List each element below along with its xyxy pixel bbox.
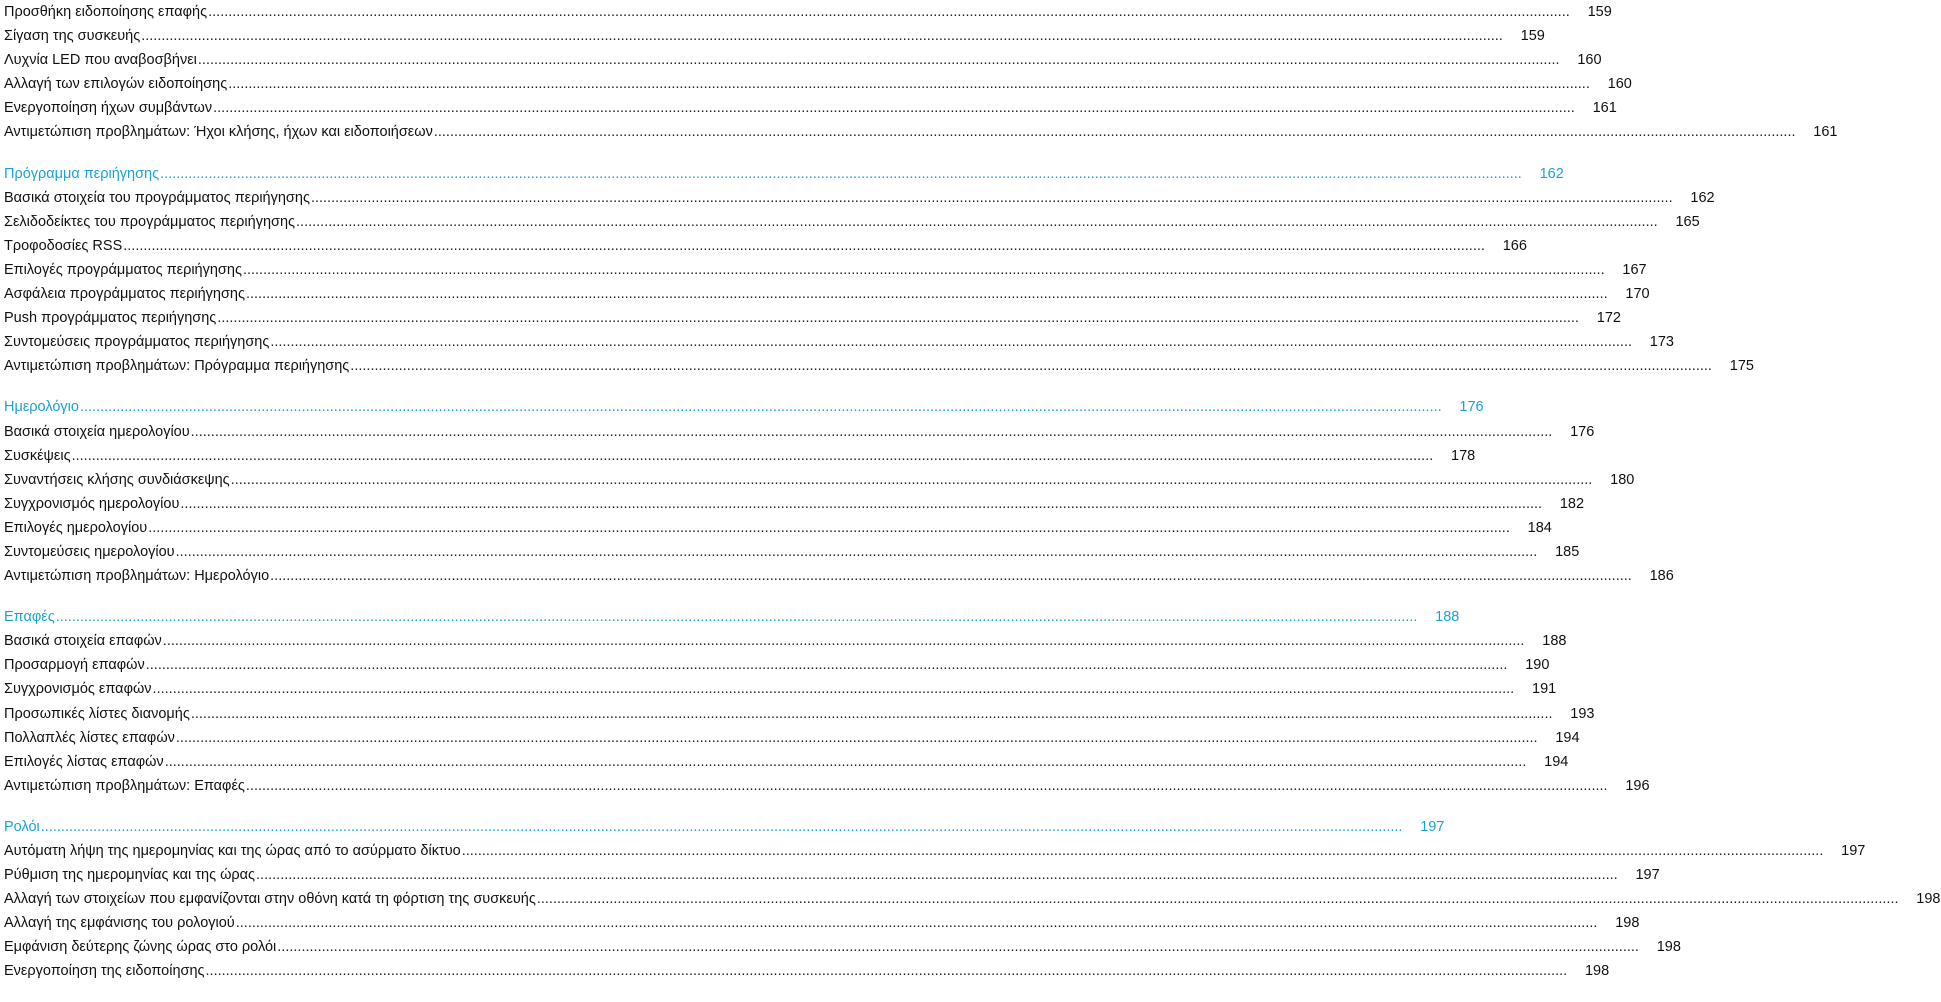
toc-entry-title: Ημερολόγιο (4, 399, 79, 416)
toc-entry-title: Προσαρμογή επαφών (4, 657, 145, 674)
toc-page-number: 173 (1649, 334, 1674, 351)
toc-page-number: 167 (1622, 261, 1647, 278)
dot-leader (270, 564, 1632, 588)
toc-page-number: 190 (1525, 657, 1550, 674)
toc-page-number: 159 (1520, 28, 1545, 45)
toc-entry[interactable] (4, 120, 1838, 144)
dot-leader (41, 815, 1403, 839)
toc-entry-title: Ρύθμιση της ημερομηνίας και της ώρας (4, 867, 256, 884)
dot-leader (198, 48, 1560, 72)
dot-leader (160, 162, 1522, 186)
toc-entry-title: Ρολόι (4, 818, 40, 835)
toc-entry[interactable] (4, 629, 1567, 653)
toc-entry-title: Εμφάνιση δεύτερης ζώνης ώρας στο ρολόι (4, 939, 277, 956)
toc-chapter-heading[interactable] (4, 605, 1460, 629)
toc-entry[interactable] (4, 72, 1632, 96)
toc-page-number: 198 (1615, 915, 1640, 932)
dot-leader (228, 72, 1590, 96)
toc-entry-title: Αλλαγή της εμφάνισης του ρολογιού (4, 915, 235, 932)
dot-leader (176, 726, 1538, 750)
dot-leader (434, 120, 1796, 144)
toc-entry-title: Επαφές (4, 609, 55, 626)
toc-entry-title: Συντομεύσεις προγράμματος περιήγησης (4, 334, 270, 351)
toc-entry[interactable] (4, 354, 1754, 378)
toc-entry-title: Αλλαγή των επιλογών ειδοποίησης (4, 76, 228, 93)
toc-page-number: 160 (1577, 52, 1602, 69)
dot-leader (277, 935, 1639, 959)
toc-page-number: 182 (1559, 495, 1585, 512)
table-of-contents (4, 0, 1941, 984)
toc-entry[interactable] (4, 935, 1681, 959)
toc-section (4, 605, 1650, 798)
dot-leader (213, 96, 1575, 120)
toc-page-number: 161 (1592, 100, 1617, 117)
toc-page-number: 198 (1916, 891, 1941, 908)
dot-leader (231, 468, 1593, 492)
toc-chapter-heading[interactable] (4, 395, 1484, 419)
toc-page-number: 161 (1813, 124, 1838, 141)
toc-entry-title: Αυτόματη λήψη της ημερομηνίας και της ώρας από το ασύρματο δίκτυο (4, 843, 461, 859)
dot-leader (72, 444, 1434, 468)
toc-page-number: 194 (1555, 729, 1580, 746)
toc-entry[interactable] (4, 492, 1585, 516)
toc-entry-title: Επιλογές ημερολογίου (4, 519, 148, 536)
dot-leader (141, 24, 1503, 48)
dot-leader (80, 395, 1442, 419)
toc-page-number: 198 (1584, 963, 1610, 980)
toc-entry[interactable] (4, 306, 1621, 330)
dot-leader (206, 959, 1568, 983)
toc-entry-title: Ενεργοποίηση της ειδοποίησης (4, 963, 205, 980)
toc-entry[interactable] (4, 420, 1595, 444)
dot-leader (311, 186, 1673, 210)
dot-leader (208, 0, 1570, 24)
toc-entry-title: Αλλαγή των στοιχείων που εμφανίζονται στην οθόνη κατά τη φόρτιση της συσκευής (4, 891, 536, 908)
toc-page-number: 175 (1729, 358, 1754, 375)
dot-leader (56, 605, 1418, 629)
dot-leader (537, 887, 1899, 911)
toc-entry[interactable] (4, 282, 1650, 306)
toc-page-number: 198 (1656, 939, 1681, 956)
dot-leader (296, 210, 1658, 234)
toc-entry-title: Βασικά στοιχεία επαφών (4, 633, 162, 650)
toc-page-number: 197 (1635, 867, 1660, 884)
toc-page-number: 162 (1690, 189, 1715, 206)
toc-entry-title: Ενεργοποίηση ήχων συμβάντων (4, 100, 213, 117)
toc-entry-title: Αντιμετώπιση προβλημάτων: Ήχοι κλήσης, ήχων και ειδοποιήσεων (4, 124, 433, 141)
toc-page-number: 176 (1459, 399, 1484, 416)
toc-entry[interactable] (4, 750, 1569, 774)
dot-leader (165, 750, 1527, 774)
toc-entry[interactable] (4, 564, 1674, 588)
toc-page-number: 170 (1625, 286, 1650, 303)
toc-entry[interactable] (4, 468, 1635, 492)
toc-page-number: 166 (1502, 237, 1527, 254)
toc-page-number: 186 (1649, 568, 1674, 585)
toc-entry[interactable] (4, 96, 1617, 120)
dot-leader (236, 911, 1598, 935)
toc-entry[interactable] (4, 653, 1550, 677)
toc-entry[interactable] (4, 258, 1647, 282)
dot-leader (191, 702, 1553, 726)
toc-entry-title: Λυχνία LED που αναβοσβήνει (4, 52, 197, 69)
toc-entry[interactable] (4, 48, 1602, 72)
toc-entry[interactable] (4, 726, 1580, 750)
toc-page-number: 184 (1527, 519, 1552, 536)
toc-entry-title: Συσκέψεις (4, 447, 71, 464)
dot-leader (191, 420, 1553, 444)
toc-entry[interactable] (4, 210, 1700, 234)
dot-leader (246, 282, 1608, 306)
dot-leader (350, 354, 1712, 378)
toc-entry[interactable] (4, 24, 1545, 48)
toc-entry-title: Push προγράμματος περιήγησης (4, 310, 217, 327)
toc-page-number: 162 (1539, 165, 1564, 182)
toc-section (4, 395, 1674, 588)
toc-entry-title: Τροφοδοσίες RSS (4, 237, 123, 254)
toc-entry-title: Πρόγραμμα περιήγησης (4, 165, 160, 182)
toc-entry-title: Επιλογές προγράμματος περιήγησης (4, 261, 242, 278)
toc-entry[interactable] (4, 959, 1610, 983)
toc-page-number: 191 (1532, 681, 1557, 698)
toc-entry-title: Αντιμετώπιση προβλημάτων: Πρόγραμμα περιήγησης (4, 358, 350, 375)
toc-section (4, 162, 1754, 379)
toc-chapter-heading[interactable] (4, 162, 1564, 186)
toc-entry-title: Αντιμετώπιση προβλημάτων: Ημερολόγιο (4, 568, 270, 585)
toc-entry-title: Σίγαση της συσκευής (4, 28, 141, 45)
toc-entry[interactable] (4, 911, 1640, 935)
toc-entry-title: Βασικά στοιχεία του προγράμματος περιήγησης (4, 189, 310, 206)
toc-entry-title: Επιλογές λίστας επαφών (4, 753, 164, 770)
toc-page-number: 194 (1544, 753, 1569, 770)
toc-entry-title: Συναντήσεις κλήσης συνδιάσκεψης (4, 471, 230, 488)
dot-leader (148, 516, 1510, 540)
toc-page-number: 196 (1625, 777, 1650, 794)
toc-entry-title: Συντομεύσεις ημερολογίου (4, 543, 175, 560)
dot-leader (153, 677, 1515, 701)
toc-chapter-heading[interactable] (4, 815, 1445, 839)
toc-page-number: 159 (1587, 4, 1612, 20)
toc-entry[interactable] (4, 0, 1612, 24)
toc-page-number: 165 (1675, 213, 1700, 230)
toc-entry-title: Συγχρονισμός ημερολογίου (4, 495, 180, 512)
toc-entry[interactable] (4, 839, 1866, 863)
toc-page-number: 180 (1610, 471, 1635, 488)
toc-entry[interactable] (4, 444, 1476, 468)
toc-page-number: 172 (1596, 310, 1621, 327)
dot-leader (176, 540, 1538, 564)
toc-entry-title: Ασφάλεια προγράμματος περιήγησης (4, 286, 245, 303)
toc-entry[interactable] (4, 887, 1941, 911)
dot-leader (243, 258, 1605, 282)
toc-entry[interactable] (4, 234, 1527, 258)
toc-entry-title: Πολλαπλές λίστες επαφών (4, 729, 175, 746)
toc-page-number: 160 (1607, 76, 1632, 93)
toc-entry[interactable] (4, 186, 1715, 210)
toc-entry[interactable] (4, 540, 1580, 564)
dot-leader (123, 234, 1485, 258)
toc-entry[interactable] (4, 516, 1552, 540)
toc-entry-title: Αντιμετώπιση προβλημάτων: Επαφές (4, 777, 245, 794)
toc-page-number: 197 (1420, 818, 1445, 835)
toc-entry[interactable] (4, 330, 1674, 354)
toc-page-number: 176 (1570, 423, 1595, 440)
toc-page-number: 185 (1555, 543, 1580, 560)
dot-leader (217, 306, 1579, 330)
toc-page-number: 178 (1451, 447, 1476, 464)
dot-leader (246, 774, 1608, 798)
dot-leader (270, 330, 1632, 354)
dot-leader (163, 629, 1525, 653)
toc-entry[interactable] (4, 774, 1650, 798)
toc-entry-title: Βασικά στοιχεία ημερολογίου (4, 423, 190, 440)
toc-section (4, 0, 1838, 145)
toc-entry-title: Προσθήκη ειδοποίησης επαφής (4, 4, 208, 20)
toc-page-number: 197 (1841, 843, 1866, 859)
toc-page-number: 188 (1542, 633, 1567, 650)
toc-entry[interactable] (4, 677, 1557, 701)
toc-entry[interactable] (4, 702, 1595, 726)
toc-entry-title: Συγχρονισμός επαφών (4, 681, 152, 698)
dot-leader (462, 839, 1824, 863)
toc-section (4, 815, 1941, 984)
dot-leader (256, 863, 1618, 887)
dot-leader (146, 653, 1508, 677)
toc-page-number: 188 (1435, 609, 1460, 626)
toc-page-number: 193 (1570, 705, 1595, 722)
toc-entry-title: Προσωπικές λίστες διανομής (4, 705, 190, 722)
toc-entry[interactable] (4, 863, 1660, 887)
toc-entry-title: Σελιδοδείκτες του προγράμματος περιήγησης (4, 213, 296, 230)
dot-leader (180, 492, 1542, 516)
